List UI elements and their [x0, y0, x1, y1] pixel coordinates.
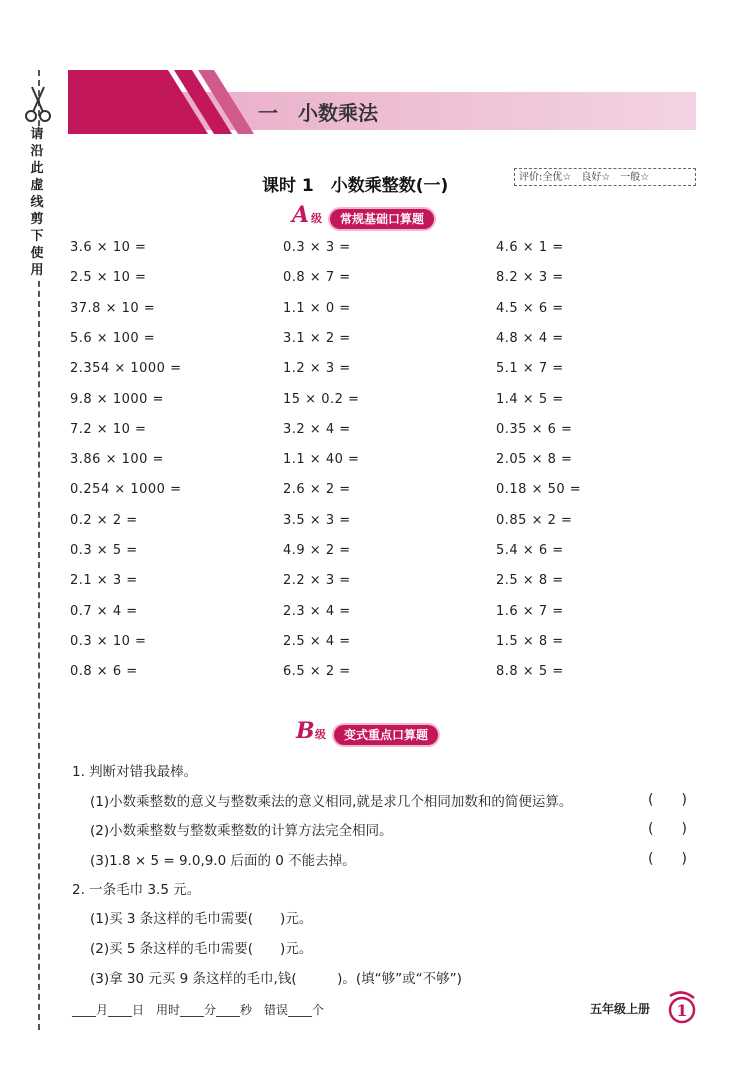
level-a-letter: A: [292, 202, 310, 228]
grade-label: 五年级上册: [590, 1002, 651, 1016]
problem-1-9: 0.254 × 1000 =: [70, 482, 182, 498]
problem-3-2: 8.2 × 3 =: [496, 270, 564, 286]
rating-box: 评价:全优☆ 良好☆ 一般☆: [514, 168, 696, 186]
problem-1-10: 0.2 × 2 =: [70, 512, 138, 528]
problem-2-7: 3.2 × 4 =: [283, 421, 351, 437]
problem-2-15: 6.5 × 2 =: [283, 664, 351, 680]
problem-3-9: 0.18 × 50 =: [496, 482, 582, 498]
question-1-title: 1. 判断对错我最棒。: [72, 764, 198, 780]
problem-2-9: 2.6 × 2 =: [283, 482, 351, 498]
problem-3-6: 1.4 × 5 =: [496, 391, 564, 407]
chapter-banner: [68, 70, 696, 134]
question-2-item-1: (1)买 3 条这样的毛巾需要( )元。: [90, 911, 313, 927]
problem-2-14: 2.5 × 4 =: [283, 633, 351, 649]
problem-3-5: 5.1 × 7 =: [496, 361, 564, 377]
problem-1-7: 7.2 × 10 =: [70, 421, 147, 437]
problem-1-3: 37.8 × 10 =: [70, 300, 156, 316]
answer-bracket-1[interactable]: ( ): [648, 792, 687, 808]
problem-2-3: 1.1 × 0 =: [283, 300, 351, 316]
question-2-title: 2. 一条毛巾 3.5 元。: [72, 882, 201, 898]
problem-2-12: 2.2 × 3 =: [283, 573, 351, 589]
problem-2-10: 3.5 × 3 =: [283, 512, 351, 528]
problem-2-8: 1.1 × 40 =: [283, 452, 360, 468]
problem-3-12: 2.5 × 8 =: [496, 573, 564, 589]
problem-3-8: 2.05 × 8 =: [496, 452, 573, 468]
question-1-item-1: (1)小数乘整数的意义与整数乘法的意义相同,就是求几个相同加数和的简便运算。: [90, 794, 573, 810]
problem-1-1: 3.6 × 10 =: [70, 240, 147, 255]
level-a-label: 常规基础口算题: [330, 209, 434, 229]
problem-2-11: 4.9 × 2 =: [283, 543, 351, 558]
question-2-item-2: (2)买 5 条这样的毛巾需要( )元。: [90, 941, 313, 957]
page-number-badge: [664, 990, 700, 1026]
problem-1-2: 2.5 × 10 =: [70, 270, 147, 286]
problem-3-4: 4.8 × 4 =: [496, 330, 564, 346]
footer-record: ____月____日 用时____分____秒 错误____个: [72, 1003, 325, 1017]
problem-3-3: 4.5 × 6 =: [496, 300, 564, 316]
answer-bracket-2[interactable]: ( ): [648, 821, 687, 837]
problem-1-14: 0.3 × 10 =: [70, 633, 147, 649]
scissors-icon: [22, 84, 54, 124]
question-1-item-2: (2)小数乘整数与整数乘整数的计算方法完全相同。: [90, 823, 393, 839]
problem-2-2: 0.8 × 7 =: [283, 270, 351, 286]
problem-3-15: 8.8 × 5 =: [496, 664, 564, 680]
problem-3-14: 1.5 × 8 =: [496, 633, 564, 649]
page-number: 1: [676, 1001, 688, 1020]
problem-3-13: 1.6 × 7 =: [496, 603, 564, 619]
problem-3-10: 0.85 × 2 =: [496, 512, 573, 528]
problem-1-11: 0.3 × 5 =: [70, 543, 138, 558]
question-1-item-3: (3)1.8 × 5 = 9.0,9.0 后面的 0 不能去掉。: [90, 853, 356, 869]
level-b-suffix: 级: [315, 728, 326, 741]
problem-1-13: 0.7 × 4 =: [70, 603, 138, 619]
problem-2-4: 3.1 × 2 =: [283, 330, 351, 346]
problem-2-1: 0.3 × 3 =: [283, 240, 351, 255]
problem-1-4: 5.6 × 100 =: [70, 330, 156, 346]
level-b-letter: B: [296, 718, 315, 744]
problem-3-7: 0.35 × 6 =: [496, 421, 573, 437]
question-2-item-3: (3)拿 30 元买 9 条这样的毛巾,钱( )。(填“够”或“不够”): [90, 971, 462, 987]
problem-2-5: 1.2 × 3 =: [283, 361, 351, 377]
level-a-suffix: 级: [311, 212, 322, 225]
problem-1-5: 2.354 × 1000 =: [70, 361, 182, 377]
cut-instruction: 请沿此虚线剪下使用: [28, 126, 46, 279]
problem-1-8: 3.86 × 100 =: [70, 452, 164, 468]
lesson-title: 课时 1 小数乘整数(一): [262, 176, 449, 196]
level-b-label: 变式重点口算题: [334, 725, 438, 745]
problem-3-1: 4.6 × 1 =: [496, 240, 564, 255]
problem-1-15: 0.8 × 6 =: [70, 664, 138, 680]
problem-2-6: 15 × 0.2 =: [283, 391, 360, 407]
problem-1-6: 9.8 × 1000 =: [70, 391, 164, 407]
problem-1-12: 2.1 × 3 =: [70, 573, 138, 589]
answer-bracket-3[interactable]: ( ): [648, 851, 687, 867]
chapter-title: 一 小数乘法: [258, 101, 378, 125]
problem-3-11: 5.4 × 6 =: [496, 543, 564, 558]
problem-2-13: 2.3 × 4 =: [283, 603, 351, 619]
